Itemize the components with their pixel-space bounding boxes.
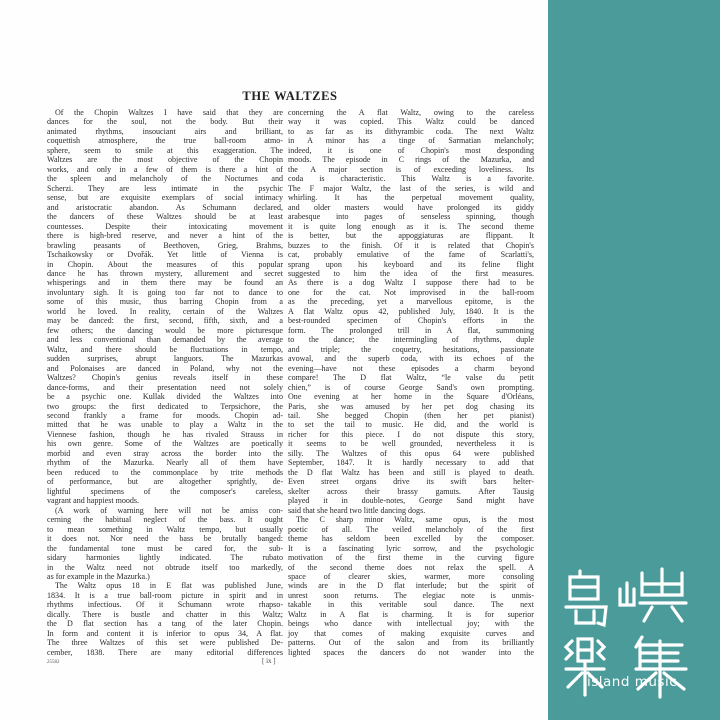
- left-column-text-line: Waltzes are the most objective of the Chopin: [47, 155, 283, 165]
- right-column-text-line: whirling. It has the perpetual movement quality,: [288, 193, 534, 203]
- right-column-text-line: richer for this piece. I do not dispute this story,: [288, 429, 534, 439]
- right-column-text-line: the A major section is of exceeding loveliness. Its: [288, 164, 534, 174]
- right-column-text-line: buzzes to the finish. Of it is related that Chopin's: [288, 240, 534, 250]
- right-column-text-line: said that she heard two little dancing dogs.: [288, 505, 426, 515]
- left-column-text-line: (A work of warning here will not be amiss con-: [55, 505, 283, 515]
- right-column-text-line: is better, but the appoggiaturas are flippant. It: [288, 231, 534, 241]
- right-column-text-line: The F major Waltz, the last of the series, is wild and: [288, 183, 534, 193]
- right-column-text-line: skelter across their brassy gamuts. After Tausig: [288, 486, 534, 496]
- right-column-text-line: and triple; the coquetry, hesitations, passionate: [288, 344, 534, 354]
- right-column-text-line: Waltz in A flat is charming. It is for superior: [288, 609, 534, 619]
- right-column-text-line: evening—have not these episodes a charm beyond: [288, 363, 534, 373]
- left-column-text-line: it does not. Nor need the bass be brutally banged:: [47, 534, 283, 544]
- right-column-text-line: It is a fascinating lyric sorrow, and the psychologic: [288, 543, 534, 553]
- right-column-text-line: unrest soon returns. The elegiac note is unmis-: [288, 590, 534, 600]
- left-column-text-line: Viennese fashion, though he has rivaled Strauss in: [47, 429, 283, 439]
- right-column-text-line: poetic of all. The veiled melancholy of the first: [288, 524, 534, 534]
- right-column-text-line: way it was copied. This Waltz could be danced: [288, 117, 534, 127]
- right-column-text-line: patterns. Out of the salon and from its brilliantly: [288, 638, 534, 648]
- right-column-text-line: coda is characteristic. This Waltz is a favorite.: [288, 174, 534, 184]
- left-column-text-line: Waltz, and there should be fluctuations in tempo,: [47, 344, 283, 354]
- left-column-text-line: Of the Chopin Waltzes I have said that they are: [55, 108, 283, 117]
- right-column-text-line: As there is a dog Waltz I suppose there had to be: [288, 278, 534, 288]
- left-column-text-line: sphere, seem to smile at this exaggeration. The: [47, 145, 283, 155]
- left-column-text-line: Tschaikowsky or Dvořák. Yet little of Vienna is: [47, 250, 283, 260]
- right-column-text-line: to as far as its dithyrambic coda. The next Waltz: [288, 126, 534, 136]
- right-column-text-line: the D flat Waltz has been and still is played to death.: [288, 467, 534, 477]
- right-column-text-line: chien,” is of course George Sand's own prompting.: [288, 382, 534, 392]
- left-column-text-line: The Waltz opus 18 in E flat was published June,: [55, 581, 283, 591]
- left-column-text-line: as for example in the Mazurka.): [47, 571, 150, 581]
- left-column-text-line: cerning the habitual neglect of the bass. It ought: [47, 515, 283, 525]
- left-column-text-line: Scherzi. They are less intimate in the psychic: [47, 183, 283, 193]
- right-column-text-line: takable in this veritable soul dance. The next: [288, 600, 534, 610]
- left-column-text-line: and Polonaises are danced in Poland, why not the: [47, 363, 283, 373]
- left-column-text-line: the fundamental tone must be cared for, the sub-: [47, 543, 283, 553]
- right-column-text-line: winds are in the D flat interlude; but the spirit of: [288, 581, 534, 591]
- right-column-text-line: to the dance; the intermingling of rhythms, duple: [288, 335, 534, 345]
- page-number: [ ix ]: [262, 657, 276, 665]
- left-column-text-line: 1834. It is a true ball-room picture in spirit and in: [47, 590, 283, 600]
- left-column-text-line: works, and only in a few of them is there a hint of: [47, 164, 283, 174]
- left-column-text-line: lightful specimens of the composer's careless,: [47, 486, 283, 496]
- left-column-text-line: dances for the soul, not the body. But their: [47, 117, 283, 127]
- left-column-text-line: be a psychic one. Kullak divided the Waltzes into: [47, 392, 283, 402]
- left-column-text-line: of performance, but are altogether sprightly, de-: [47, 477, 283, 487]
- left-column-text-line: mitted that he was unable to play a Waltz in the: [47, 420, 283, 430]
- right-column-text-line: indeed, it is one of Chopin's most desponding: [288, 145, 534, 155]
- left-column-text-line: cember, 1838. There are many editorial differences: [47, 647, 283, 657]
- left-column-text-line: the dancers of these Waltzes should be at least: [47, 212, 283, 222]
- left-column-text-line: some of this music, thus barring Chopin from a: [47, 297, 283, 307]
- left-column-text-line: morbid and even stray across the border into the: [47, 448, 283, 458]
- right-column-text-line: and older masters would have prolonged its giddy: [288, 202, 534, 212]
- right-column: [288, 108, 534, 657]
- left-column: [47, 108, 283, 657]
- left-column-text-line: sidary harmonies lightly indicated. The rubato: [47, 553, 283, 563]
- left-column-text-line: the D flat section has a tang of the later Chopin.: [47, 619, 283, 629]
- footer-plate-number: 25582: [47, 660, 60, 665]
- right-column-text-line: form. The prolonged trill in A flat, summoning: [288, 325, 534, 335]
- right-column-text-line: tail. She begged Chopin (then her pet pianist): [288, 411, 534, 420]
- left-column-text-line: in the Waltz need not obtrude itself too markedly,: [47, 562, 283, 572]
- left-column-text-line: rhythms infectious. Of it Schumann wrote rhapso-: [47, 600, 283, 610]
- left-column-text-line: vagrant and happiest moods.: [47, 496, 140, 506]
- right-column-text-line: cat, probably emulative of the fame of Scarlatti's,: [288, 250, 534, 260]
- left-column-text-line: brawling peasants of Beethoven, Grieg, Brahms,: [47, 240, 283, 250]
- right-column-text-line: One evening at her home in the Square d'Orléans,: [288, 392, 534, 402]
- right-column-text-line: Paris, she was amused by her pet dog chasing its: [288, 401, 534, 411]
- left-column-text-line: dance-forms, and their presentation need not solely: [47, 382, 283, 392]
- right-column-text-line: it is quite long enough as it is. The second theme: [288, 221, 534, 231]
- left-column-text-line: Waltzes? Chopin's genius reveals itself in these: [47, 373, 283, 383]
- left-column-text-line: countesses. Despite their intoxicating movement: [47, 221, 283, 231]
- left-column-text-line: world he loved. In reality, certain of the Waltzes: [47, 306, 283, 316]
- left-column-text-line: rhythm of the Mazurka. Nearly all of them have: [47, 458, 283, 468]
- right-column-text-line: arabesque into pages of senseless spinning, though: [288, 212, 534, 222]
- left-column-text-line: his own genre. Some of the Waltzes are poetically: [47, 439, 283, 449]
- right-column-text-line: beings who dance with intellectual joy; with the: [288, 619, 534, 629]
- left-column-text-line: In form and content it is inferior to opus 34, A flat.: [47, 628, 283, 638]
- right-column-text-line: Even street organs drive its swift bars helter-: [288, 477, 534, 487]
- left-column-text-line: dance he has thrown mystery, allurement and secret: [47, 268, 283, 278]
- right-column-text-line: space of clearer skies, warmer, more consoling: [288, 571, 534, 581]
- left-column-text-line: sudden surprises, abrupt languors. The Mazurkas: [47, 354, 283, 364]
- right-column-text-line: as the preceding, yet a marvellous epitome, is the: [288, 297, 534, 307]
- left-column-text-line: to mean something in Waltz tempo, but usually: [47, 524, 283, 534]
- right-column-text-line: concerning the A flat Waltz, owing to the careless: [288, 108, 534, 117]
- right-column-text-line: compare! The D flat Waltz, “le valse du petit: [288, 373, 534, 383]
- right-column-text-line: A flat Waltz opus 42, published July, 1840. It is the: [288, 306, 534, 316]
- right-column-text-line: lighted spaces the dancers do not wander into the: [288, 647, 534, 657]
- right-column-text-line: played it in double-notes, George Sand might have: [288, 496, 534, 506]
- right-column-text-line: September, 1847. It is hardly necessary to add that: [288, 458, 534, 468]
- right-column-text-line: moods. The episode in C rings of the Mazurka, and: [288, 155, 534, 165]
- brand-tagline: island music: [587, 674, 678, 690]
- left-column-text-line: animated rhythms, insouciant airs and brilliant,: [47, 126, 283, 136]
- left-column-text-line: and less conventional than demanded by the average: [47, 335, 283, 345]
- right-column-text-line: silly. The Waltzes of this opus 64 were published: [288, 448, 534, 458]
- left-column-text-line: The three Waltzes of this set were published De-: [47, 638, 283, 648]
- right-column-text-line: motivation of the first theme in the curving figure: [288, 553, 534, 563]
- left-column-text-line: the spleen and melancholy of the Nocturnes and: [47, 174, 283, 184]
- left-column-text-line: few others; the dancing would be more picturesque: [47, 325, 283, 335]
- right-column-text-line: The C sharp minor Waltz, same opus, is the most: [296, 515, 534, 525]
- left-column-text-line: two groups: the first dedicated to Terpsichore, the: [47, 401, 283, 411]
- left-column-text-line: sense, but are exquisite exemplars of social intimacy: [47, 193, 283, 203]
- right-column-text-line: sprang upon his keyboard and its feline flight: [288, 259, 534, 269]
- right-column-text-line: joy that comes of making exquisite curves and: [288, 628, 534, 638]
- left-column-text-line: there is high-bred reserve, and never a hint of the: [47, 231, 283, 241]
- right-column-text-line: to set the tail to music. He did, and the world is: [288, 420, 534, 430]
- left-column-text-line: coquettish atmosphere, the true ball-room atmo-: [47, 136, 283, 146]
- left-column-text-line: second frankly a frame for moods. Chopin ad-: [47, 411, 283, 420]
- left-column-text-line: in Chopin. About the measures of this popular: [47, 259, 283, 269]
- left-column-text-line: may be danced: the first, second, fifth, sixth, and a: [47, 316, 283, 326]
- left-column-text-line: involuntary sigh. It is going too far not to dance to: [47, 287, 283, 297]
- left-column-text-line: been reduced to the commonplace by trite methods: [47, 467, 283, 477]
- right-column-text-line: avowal, and the superb coda, with its echoes of the: [288, 354, 534, 364]
- right-column-text-line: suggested to him the idea of the first measures.: [288, 268, 534, 278]
- right-column-text-line: it seems to be well grounded, nevertheless it is: [288, 439, 534, 449]
- right-column-text-line: one for the cat. Not improvised in the ball-room: [288, 287, 534, 297]
- right-column-text-line: of the second theme does not relax the spell. A: [288, 562, 534, 572]
- right-column-text-line: best-rounded specimen of Chopin's efforts in the: [288, 316, 534, 326]
- page-title: THE WALTZES: [242, 89, 338, 103]
- left-column-text-line: and aristocratic abandon. As Schumann declared,: [47, 202, 283, 212]
- right-column-text-line: in A minor has a tinge of Sarmatian melancholy;: [288, 136, 534, 146]
- right-column-text-line: theme has seldom been excelled by the composer.: [288, 534, 534, 544]
- left-column-text-line: whisperings and in them there may be found an: [47, 278, 283, 288]
- left-column-text-line: dically. There is bustle and chatter in this Waltz;: [47, 609, 283, 619]
